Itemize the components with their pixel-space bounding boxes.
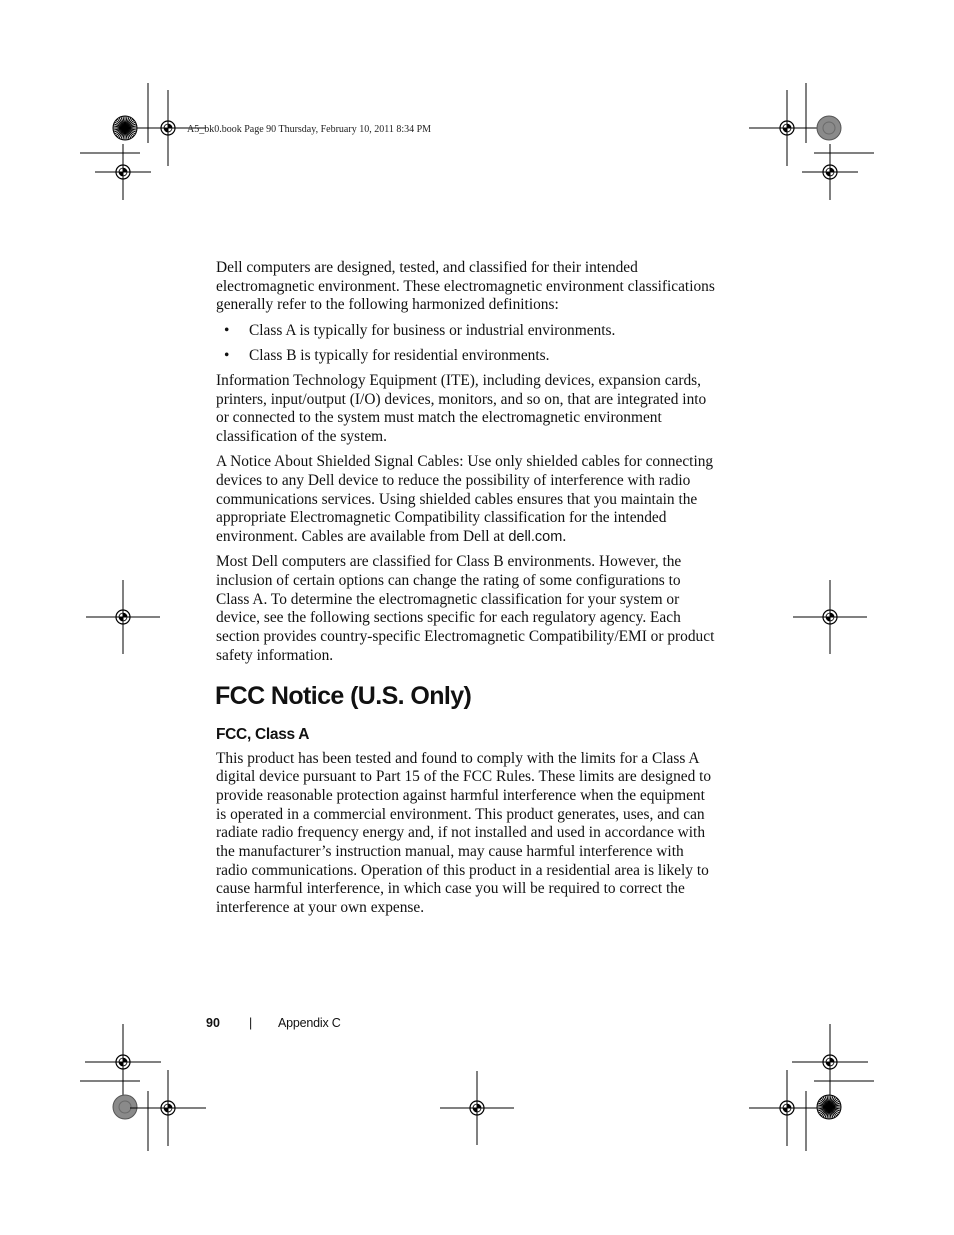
- print-slug-line: A5_bk0.book Page 90 Thursday, February 10, 2011 8:34 PM: [187, 124, 432, 135]
- page-body: [216, 259, 716, 924]
- footer-separator: |: [249, 1016, 253, 1030]
- intro-paragraph: Dell computers are designed, tested, and classified for their intended electromagnetic environment. These electromagnetic environment classifications generally refer to the following harmonized definitions:: [216, 259, 715, 314]
- page-number: 90: [206, 1016, 220, 1030]
- ite-paragraph: Information Technology Equipment (ITE), including devices, expansion cards, printers, input/output (I/O) devices, monitors, and so on, that are integrated into or connected to the system must match the electromagnetic environment classification of the system.: [216, 372, 707, 446]
- gray-registration-disc: [817, 116, 841, 140]
- page-footer: [206, 1016, 506, 1036]
- bullet-glyph: •: [224, 346, 230, 364]
- list-item-text: Class B is typically for residential environments.: [249, 346, 550, 364]
- fcc-class-a-heading: FCC, Class A: [216, 725, 310, 743]
- gray-registration-disc: [113, 1095, 137, 1119]
- shielded-cables-text: A Notice About Shielded Signal Cables: Use only shielded cables for connecting devices to any Dell device to reduce the possibility of interference with radio communications services. Using shielded cables ensures that you maintain the appropriate Electromagnetic Compatibility classification for the intended environment. Cables are available from Dell at: [216, 453, 714, 546]
- list-item: [216, 347, 716, 366]
- shielded-cables-paragraph: [216, 453, 716, 547]
- shielded-cables-end: .: [562, 528, 567, 546]
- dell-com-link[interactable]: dell.com: [508, 529, 563, 546]
- fcc-notice-heading: FCC Notice (U.S. Only): [215, 681, 472, 710]
- list-item: [216, 322, 716, 341]
- bullet-glyph: •: [224, 321, 230, 339]
- section-name: Appendix C: [278, 1016, 341, 1030]
- classification-paragraph: Most Dell computers are classified for Class B environments. However, the inclusion of certain options can change the rating of some configurations to Class A. To determine the electromagnetic classification for your system or device, see the following sections specific for each regulatory agency. Each section provides country-specific Electromagnetic Compatibility/EMI or product safety information.: [216, 553, 715, 664]
- list-item-text: Class A is typically for business or industrial environments.: [249, 321, 616, 339]
- fcc-class-a-paragraph: This product has been tested and found to comply with the limits for a Class A digital device pursuant to Part 15 of the FCC Rules. These limits are designed to provide reasonable protection against harmful interference when the equipment is operated in a commercial environment. This product generates, uses, and can radiate radio frequency energy and, if not installed and used in accordance with the manufacturer’s instruction manual, may cause harmful interference with radio communications. Operation of this product in a residential area is likely to cause harmful interference, in which case you will be required to correct the interference at your own expense.: [216, 749, 712, 917]
- class-definitions-list: [216, 322, 716, 366]
